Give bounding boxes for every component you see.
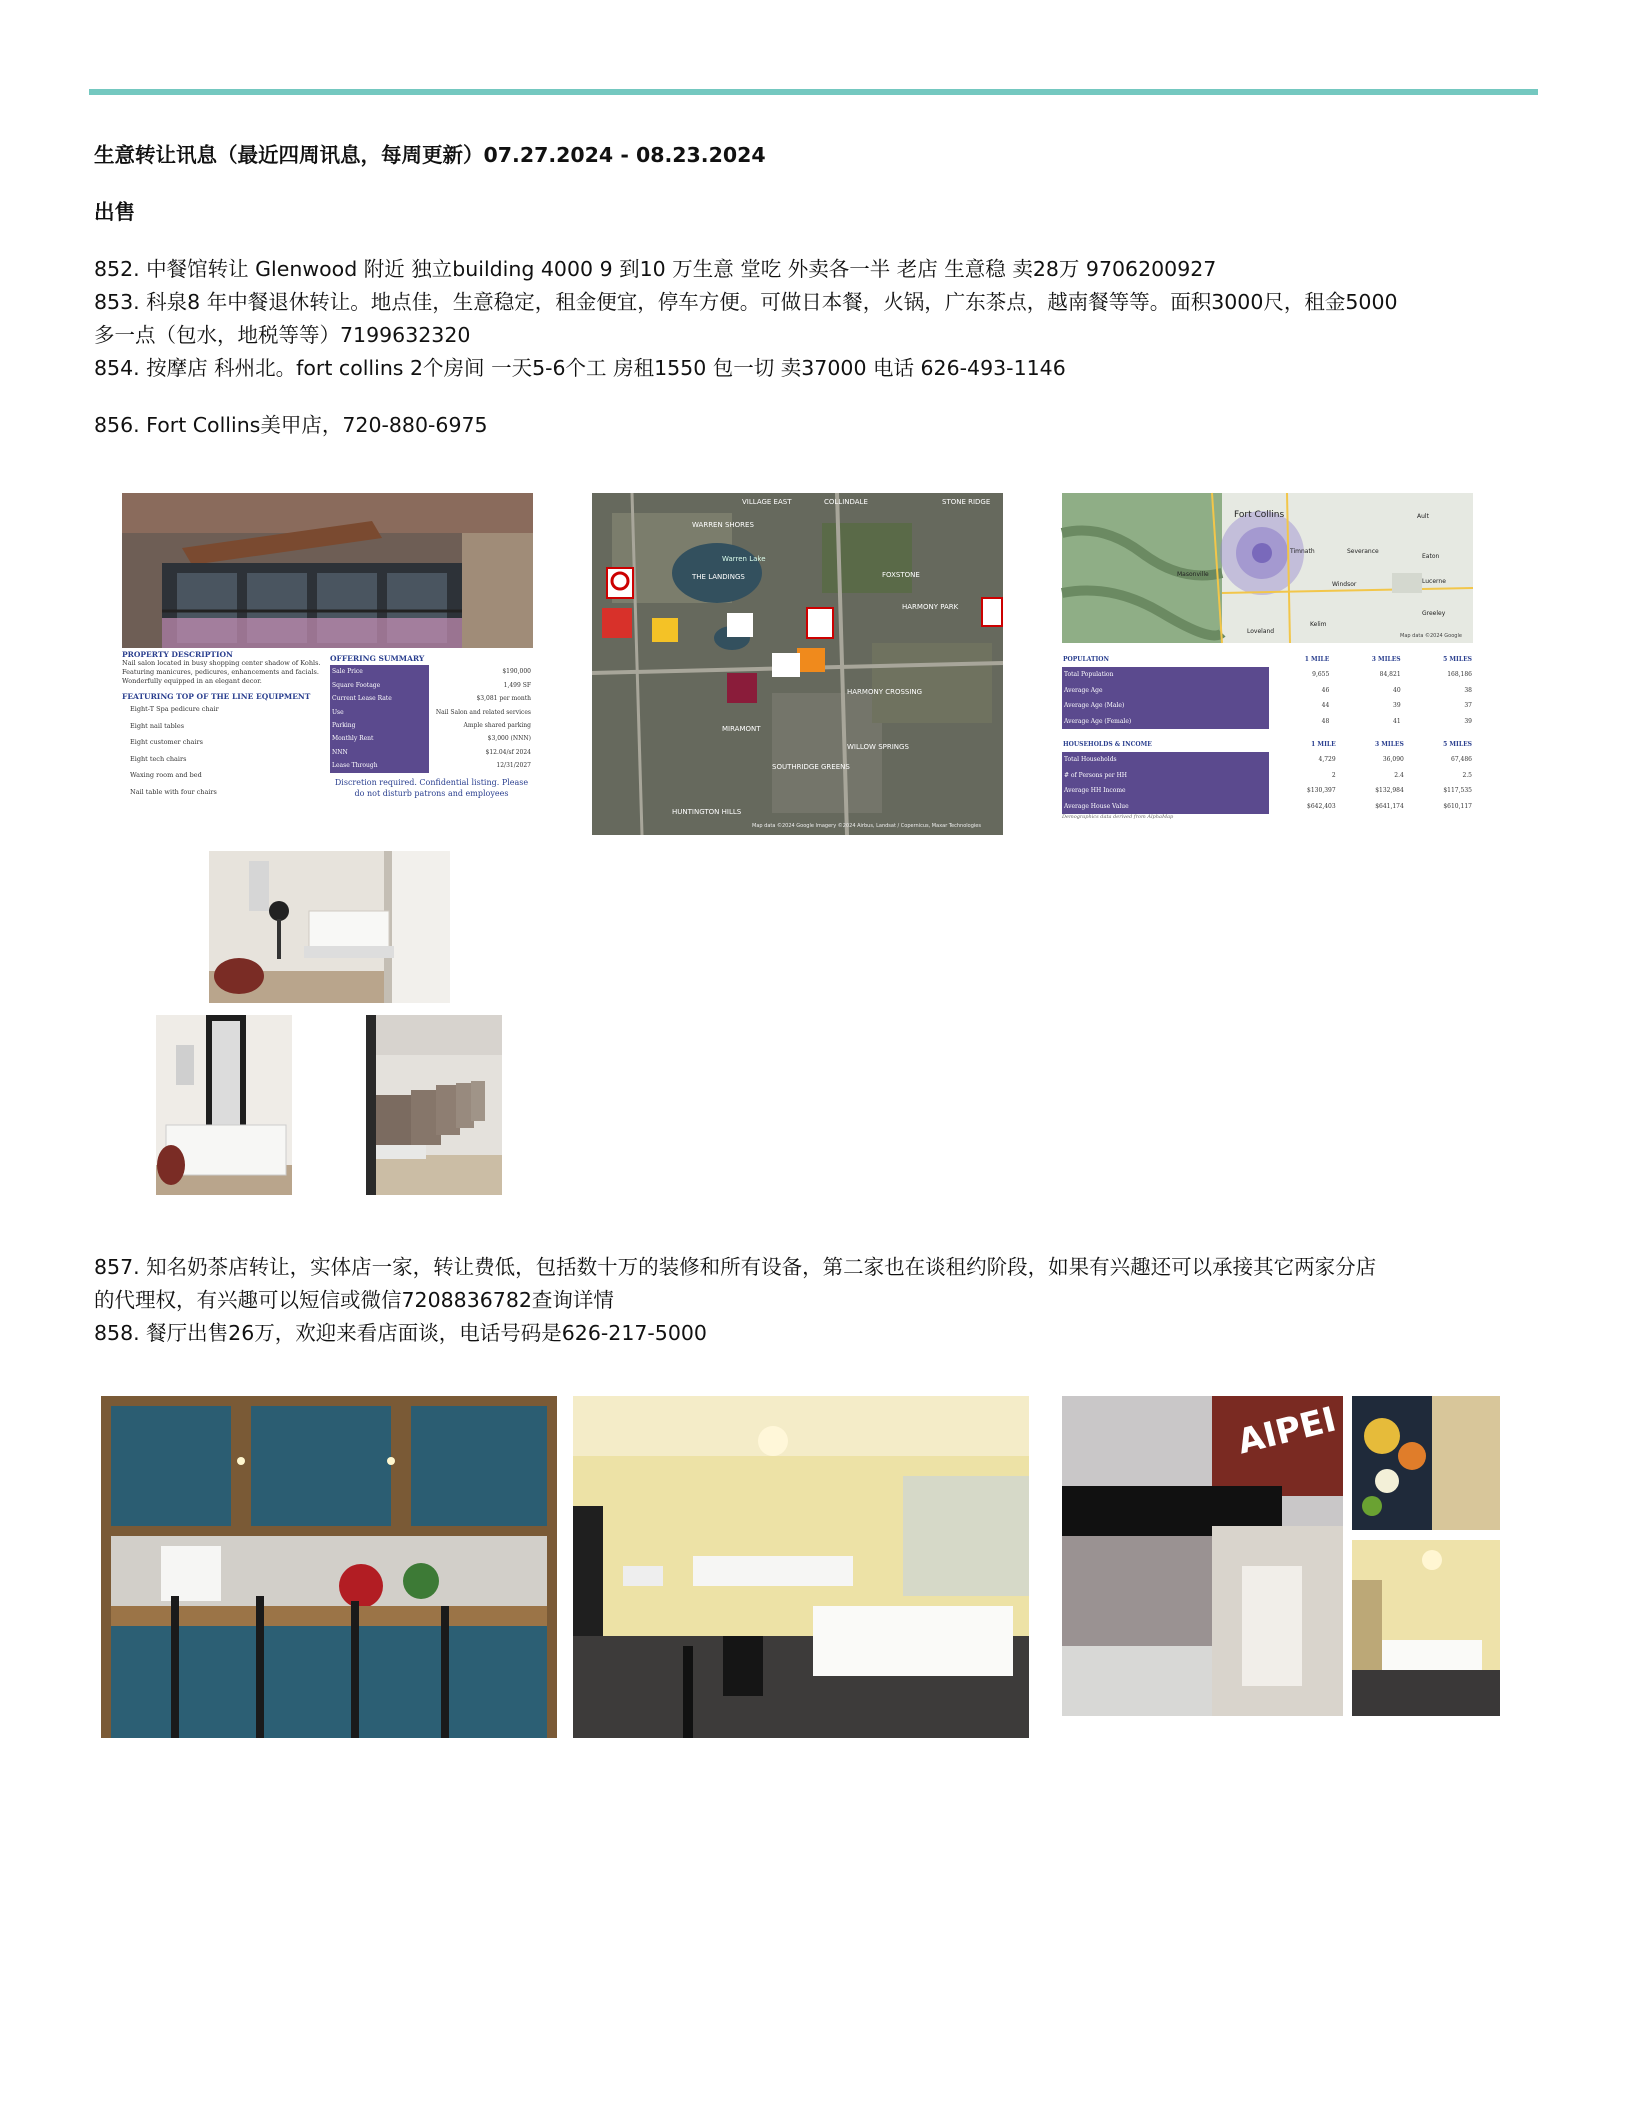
listing-856: 856. Fort Collins美甲店，720-880-6975 (94, 413, 488, 437)
salon-pedicure-photo (366, 1015, 502, 1195)
flyer-equip-item: Eight tech chairs (130, 754, 187, 763)
listing-853-line1: 853. 科泉8 年中餐退休转让。地点佳，生意稳定，租金便宜，停车方便。可做日本餐，火锅，广东茶点，越南餐等等。面积3000尺，租金5000 (94, 290, 1398, 314)
table-header: POPULATION 1 MILE 3 MILES 5 MILES (1063, 656, 1472, 663)
aerial-label: WARREN SHORES (692, 521, 754, 529)
aerial-label: HARMONY PARK (902, 603, 959, 611)
table-row: Total Households 4,729 36,090 67,486 (1062, 752, 1473, 767)
aerial-label: SOUTHRIDGE GREENS (772, 763, 850, 771)
storefront-sign: AIPEI (1233, 1399, 1341, 1463)
city-label: Ault (1417, 513, 1429, 520)
aerial-label: WILLOW SPRINGS (847, 743, 909, 751)
salon-room-photo (209, 851, 450, 1003)
aerial-label: HARMONY CROSSING (847, 688, 923, 696)
aerial-label: FOXSTONE (882, 571, 920, 579)
aerial-map (592, 493, 1003, 835)
table-row: Use Nail Salon and related services (330, 706, 533, 719)
table-row: Total Population 9,655 84,821 168,186 (1062, 667, 1473, 682)
flyer-equip-item: Eight nail tables (130, 721, 185, 730)
table-row: Sale Price $190,000 (330, 665, 533, 678)
table-row: # of Persons per HH 2 2.4 2.5 (1062, 768, 1473, 783)
flyer-discretion-2: do not disturb patrons and employees (354, 788, 509, 798)
city-label: Masonville (1177, 571, 1209, 578)
flyer-equip-title: FEATURING TOP OF THE LINE EQUIPMENT (122, 692, 311, 701)
flyer-discretion-1: Discretion required. Confidential listing. Please (334, 777, 529, 787)
table-row: Lease Through 12/31/2027 (330, 759, 533, 772)
demographics-footnote: Demographics data derived from AlphaMap (1062, 814, 1174, 821)
city-label: Windsor (1332, 581, 1357, 588)
table-header: HOUSEHOLDS & INCOME 1 MILE 3 MILES 5 MILES (1063, 741, 1472, 749)
households-table (1062, 737, 1473, 814)
flyer-prop-text-1: Nail salon located in busy shopping center shadow of Kohls. (122, 659, 321, 667)
food-photo (1352, 1396, 1500, 1530)
listing-854: 854. 按摩店 科州北。fort collins 2个房间 一天5-6个工 房租1550 包一切 卖37000 电话 626-493-1146 (94, 356, 1066, 380)
aerial-credit: Map data ©2024 Google Imagery ©2024 Airbus, Landsat / Copernicus, Maxar Technologies (752, 823, 981, 829)
aerial-label: MIRAMONT (722, 725, 761, 733)
dining-room-photo-small (1352, 1540, 1500, 1716)
table-row: Average HH Income $130,397 $132,984 $117,535 (1062, 783, 1473, 798)
flyer-prop-title: PROPERTY DESCRIPTION (122, 650, 233, 659)
table-row: Current Lease Rate $3,081 per month (330, 692, 533, 705)
aerial-label: Warren Lake (722, 555, 766, 563)
table-row: Average Age (Male) 44 39 37 (1062, 698, 1473, 713)
population-table (1062, 652, 1473, 729)
table-row: Average Age (Female) 48 41 39 (1062, 714, 1473, 729)
demographics-map (1062, 493, 1473, 643)
city-label: Greeley (1422, 610, 1446, 617)
city-label: Eaton (1422, 553, 1440, 560)
page-title: 生意转让讯息（最近四周讯息，每周更新）07.27.2024 - 08.23.2024 (94, 143, 766, 167)
restaurant-dining-photo (573, 1396, 1029, 1738)
top-divider (89, 89, 1538, 95)
aerial-label: HUNTINGTON HILLS (672, 808, 742, 816)
flyer-description (122, 650, 322, 818)
aerial-label: COLLINDALE (824, 498, 868, 506)
city-label: Timnath (1290, 548, 1315, 555)
demographics-tables (1062, 652, 1473, 821)
salon-room-photo-2 (156, 1015, 292, 1195)
flyer-equip-item: Nail table with four chairs (130, 787, 217, 796)
table-row: Average House Value $642,403 $641,174 $610,117 (1062, 799, 1473, 814)
listing-857-line2: 的代理权，有兴趣可以短信或微信7208836782查询详情 (94, 1288, 614, 1312)
flyer-offer-title: OFFERING SUMMARY (330, 654, 425, 663)
table-row: NNN $12.04/sf 2024 (330, 746, 533, 759)
aerial-label: VILLAGE EAST (742, 498, 792, 506)
city-label: Kelim (1310, 621, 1327, 628)
flyer-equip-item: Waxing room and bed (130, 771, 202, 779)
flyer-equip-item: Eight-T Spa pedicure chair (130, 705, 219, 713)
flyer-prop-text-3: Wonderfully equipped in an elegant decor. (122, 677, 262, 685)
flyer-equip-item: Eight customer chairs (130, 738, 203, 746)
aerial-label: STONE RIDGE (942, 498, 991, 506)
table-row: Average Age 46 40 38 (1062, 683, 1473, 698)
table-row: Square Footage 1,499 SF (330, 679, 533, 692)
city-label: Loveland (1247, 628, 1275, 635)
flyer-prop-text-2: Featuring manicures, pedicures, enhancements and facials. (122, 668, 319, 676)
flyer-offer-table (330, 665, 533, 772)
city-label: Severance (1347, 548, 1379, 555)
map-credit: Map data ©2024 Google (1400, 633, 1462, 639)
restaurant-bar-photo (101, 1396, 557, 1738)
restaurant-storefront-photo (1062, 1396, 1343, 1716)
listing-852: 852. 中餐馆转让 Glenwood 附近 独立building 4000 9 到10 万生意 堂吃 外卖各一半 老店 生意稳 卖28万 9706200927 (94, 257, 1217, 281)
table-row: Parking Ample shared parking (330, 719, 533, 732)
listing-857-line1: 857. 知名奶茶店转让，实体店一家，转让费低，包括数十万的装修和所有设备，第二家也在谈租约阶段，如果有兴趣还可以承接其它两家分店 (94, 1255, 1377, 1279)
table-row: Monthly Rent $3,000 (NNN) (330, 732, 533, 745)
flyer-offering-summary (330, 652, 533, 818)
listing-858: 858. 餐厅出售26万，欢迎来看店面谈，电话号码是626-217-5000 (94, 1321, 707, 1345)
aerial-label: THE LANDINGS (692, 573, 745, 581)
city-label: Fort Collins (1234, 510, 1285, 520)
aerial-map-graphic (592, 493, 1003, 835)
listing-853-line2: 多一点（包水，地税等等）7199632320 (94, 323, 471, 347)
section-heading: 出售 (94, 200, 135, 224)
city-label: Lucerne (1422, 578, 1446, 585)
